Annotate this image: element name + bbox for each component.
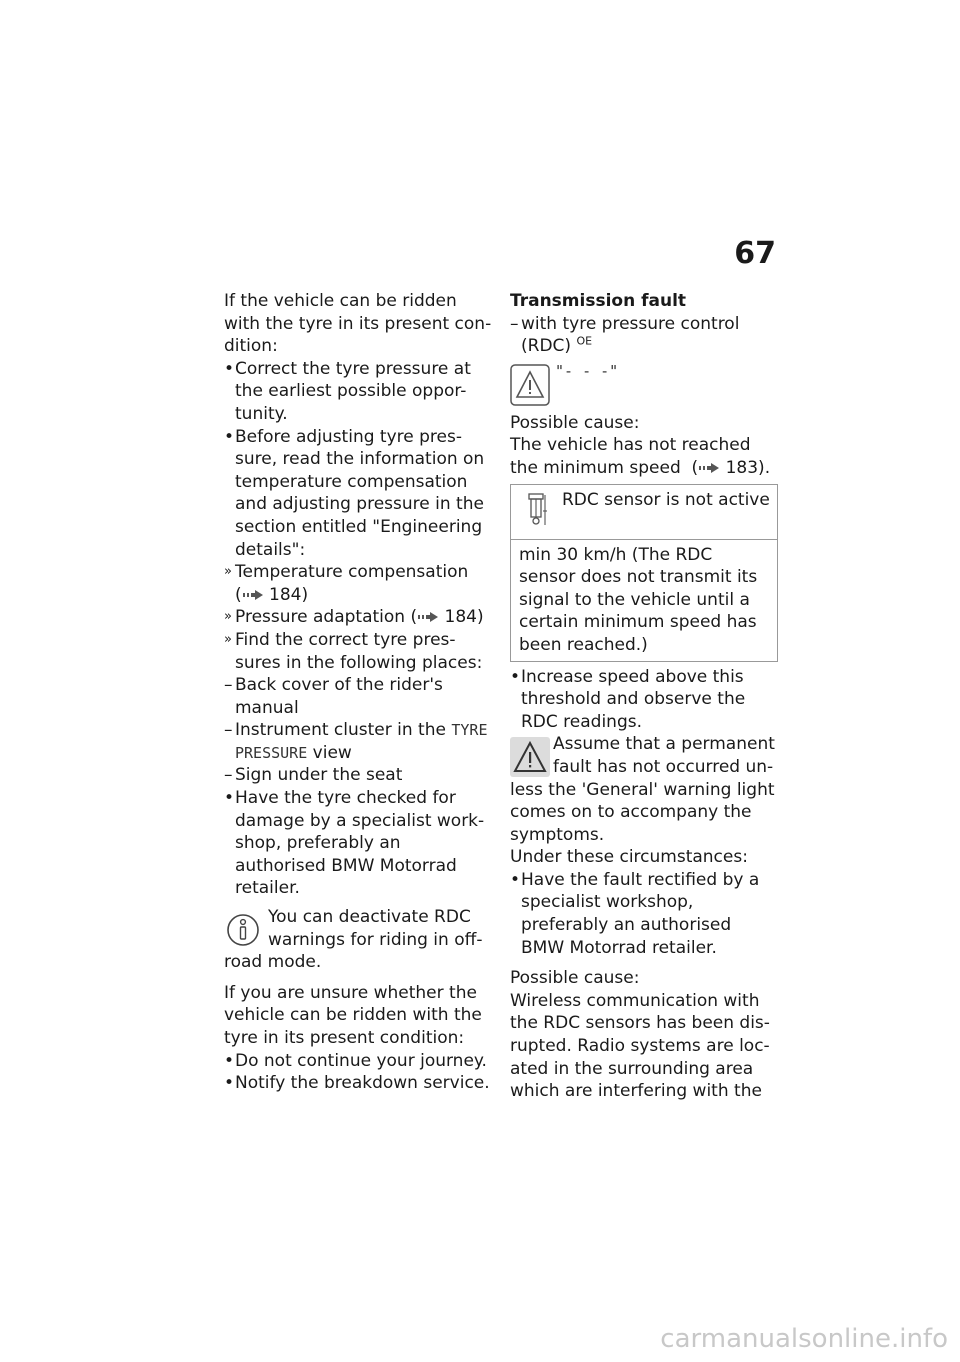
warning-triangle-icon [510, 737, 550, 777]
page-ref[interactable]: 183). [725, 457, 771, 478]
note-text: You can deactivate RDC warnings for riding in off-road mode. [224, 907, 483, 973]
display-view-name: TYRE PRESSURE [235, 721, 488, 762]
rdc-table-body: min 30 km/h (The RDC sensor does not transmit its signal to the vehicle until a certain minimum speed has been reached.) [519, 544, 758, 655]
unsure-text: If you are unsure whether the vehicle can be ridden with the tyre in its present condition: [224, 982, 482, 1048]
display-value: "- - -" [555, 361, 619, 380]
warning-block [510, 733, 778, 846]
option-line [510, 313, 778, 358]
warning-triangle-icon [510, 364, 550, 406]
left-column [224, 290, 492, 1095]
cause-text: Wireless communication with the RDC sensors has been dis-rupted. Radio systems are loc-ated in the surrounding area which are interfering with the [510, 990, 770, 1102]
option-text: with tyre pressure control (RDC) [521, 313, 740, 357]
circumstances-text: Under these circumstances: [510, 847, 748, 868]
list-item: • Have the fault rectified by a specialist workshop, preferably an authorised BMW Motorrad retailer. [510, 869, 778, 959]
sub-list-item [224, 606, 492, 629]
cause-label: Possible cause: [510, 968, 640, 989]
dash-item: – Sign under the seat [224, 764, 492, 787]
list-item: • Notify the breakdown service. [224, 1072, 492, 1095]
list-item: • Have the tyre checked for damage by a specialist work-shop, preferably an authorised BMW Motorrad retailer. [224, 787, 492, 900]
intro-text: If the vehicle can be ridden with the tyre in its present con-dition: [224, 291, 492, 357]
dash-item: – Back cover of the rider's manual [224, 674, 492, 719]
reference-arrow-icon [698, 462, 720, 474]
cause-label: Possible cause: [510, 412, 640, 433]
info-note-icon [224, 910, 262, 950]
list-item: • Increase speed above this threshold and observe the RDC readings. [510, 666, 778, 734]
right-column [510, 290, 778, 1103]
sub-item-text: Pressure adaptation ( [235, 607, 418, 628]
sub-item-text: Temperature compensation [235, 562, 469, 583]
reference-arrow-icon [417, 611, 439, 623]
page-number: 67 [734, 236, 776, 271]
page-ref[interactable]: 184) [444, 607, 484, 628]
page-ref[interactable]: 184) [269, 584, 309, 605]
list-item: • Before adjusting tyre pres-sure, read the information on temperature compensation and adjusting pressure in the section entitled "Engineering details": [224, 426, 492, 562]
rdc-table-header [511, 485, 777, 540]
dash-item-text: view [312, 742, 352, 763]
dash-item-text: Instrument cluster in the [235, 720, 446, 741]
option-superscript: OE [576, 334, 593, 348]
rdc-sensor-table [510, 484, 778, 662]
list-item: • Correct the tyre pressure at the earliest possible oppor-tunity. [224, 358, 492, 426]
cause-text: The vehicle has not reached the minimum speed ( 183). [510, 435, 771, 478]
rdc-table-header-text: RDC sensor is not active [562, 489, 770, 510]
cause-text-body: The vehicle has not reached the minimum speed [510, 435, 751, 478]
sub-list-item: » Find the correct tyre pres-sures in the following places: [224, 629, 492, 674]
sub-list-item: » Temperature compensation ( 184) [224, 561, 492, 606]
section-heading: Transmission fault [510, 291, 687, 311]
rdc-sensor-icon [525, 491, 551, 527]
display-indicator [510, 361, 778, 410]
watermark: carmanualsonline.info [660, 1324, 948, 1354]
reference-arrow-icon [242, 589, 264, 601]
note-block [224, 906, 492, 974]
list-item: • Do not continue your journey. [224, 1050, 492, 1073]
warning-text: Assume that a permanent fault has not occurred un-less the 'General' warning light comes on to accompany the symptoms. [510, 734, 775, 845]
dash-item [224, 719, 492, 764]
